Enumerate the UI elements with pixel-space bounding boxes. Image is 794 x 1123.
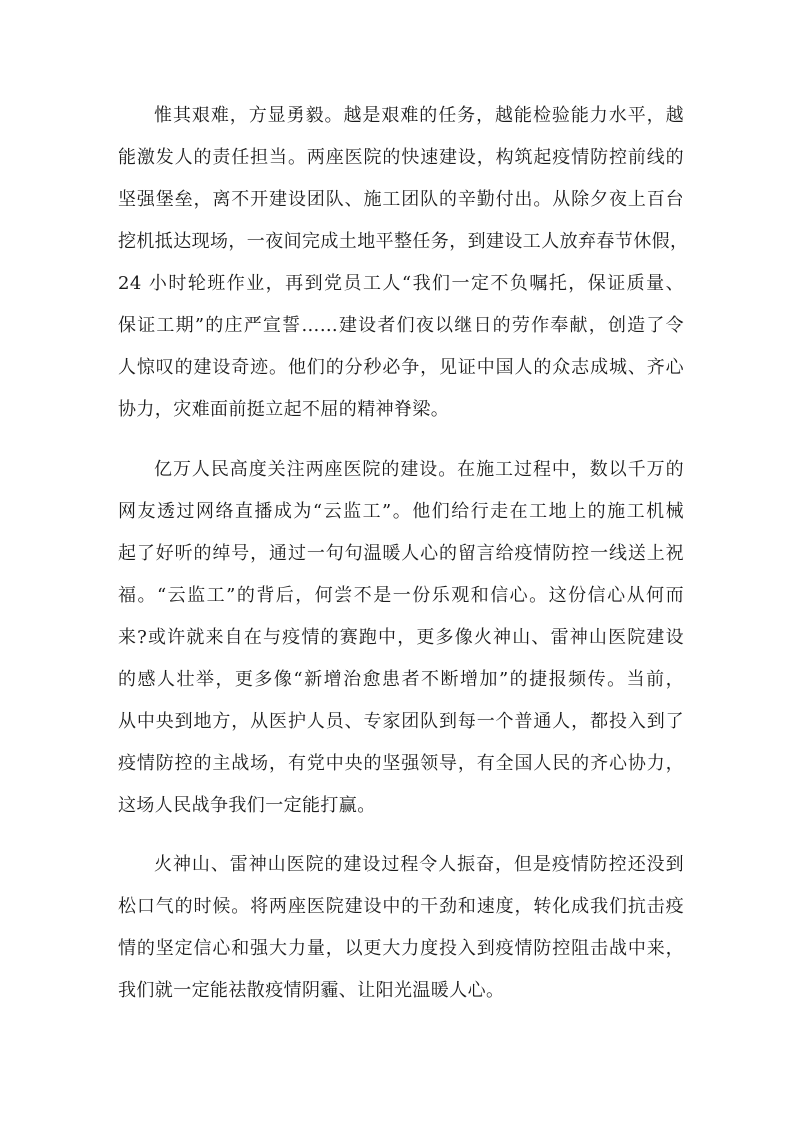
paragraph-1-line-8: 协力，灾难面前挺立起不屈的精神脊梁。: [118, 399, 450, 420]
paragraph-1-line-3: 坚强堡垒，离不开建设团队、施工团队的辛勤付出。从除夕夜上百台: [118, 189, 684, 210]
paragraph-2-line-9: 这场人民战争我们一定能打赢。: [118, 795, 376, 816]
paragraph-3-line-2: 松口气的时候。将两座医院建设中的干劲和速度，转化成我们抗击疫: [118, 896, 684, 917]
paragraph-3-line-4: 我们就一定能祛散疫情阴霾、让阳光温暖人心。: [118, 980, 505, 1001]
paragraph-1-line-4: 挖机抵达现场，一夜间完成土地平整任务，到建设工人放弃春节休假，: [118, 231, 689, 252]
paragraph-1-line-7: 人惊叹的建设奇迹。他们的分秒必争，见证中国人的众志成城、齐心: [118, 357, 684, 378]
paragraph-2-line-5: 来?或许就来自在与疫情的赛跑中，更多像火神山、雷神山医院建设: [118, 627, 684, 648]
paragraph-1-line-6: 保证工期”的庄严宣誓……建设者们夜以继日的劳作奉献，创造了令: [118, 315, 684, 336]
paragraph-2-line-7: 从中央到地方，从医护人员、专家团队到每一个普通人，都投入到了: [118, 711, 684, 732]
paragraph-1-line-1: 惟其艰难，方显勇毅。越是艰难的任务，越能检验能力水平，越: [154, 105, 684, 126]
paragraph-2-line-8: 疫情防控的主战场，有党中央的坚强领导，有全国人民的齐心协力，: [118, 753, 684, 774]
paragraph-1-line-2: 能激发人的责任担当。两座医院的快速建设，构筑起疫情防控前线的: [118, 147, 684, 168]
paragraph-3-line-3: 情的坚定信心和强大力量，以更大力度投入到疫情防控阻击战中来，: [118, 938, 684, 959]
paragraph-1-line-5: 24 小时轮班作业，再到党员工人“我们一定不负嘱托，保证质量、: [118, 273, 684, 294]
paragraph-2-line-2: 网友透过网络直播成为“云监工”。他们给行走在工地上的施工机械: [118, 501, 684, 522]
paragraph-2-line-1: 亿万人民高度关注两座医院的建设。在施工过程中，数以千万的: [154, 459, 684, 480]
paragraph-2-line-4: 福。“云监工”的背后，何尝不是一份乐观和信心。这份信心从何而: [118, 585, 684, 606]
paragraph-3-line-1: 火神山、雷神山医院的建设过程令人振奋，但是疫情防控还没到: [154, 854, 684, 875]
paragraph-2-line-3: 起了好听的绰号，通过一句句温暖人心的留言给疫情防控一线送上祝: [118, 543, 684, 564]
paragraph-2-line-6: 的感人壮举，更多像“新增治愈患者不断增加”的捷报频传。当前，: [118, 669, 684, 690]
